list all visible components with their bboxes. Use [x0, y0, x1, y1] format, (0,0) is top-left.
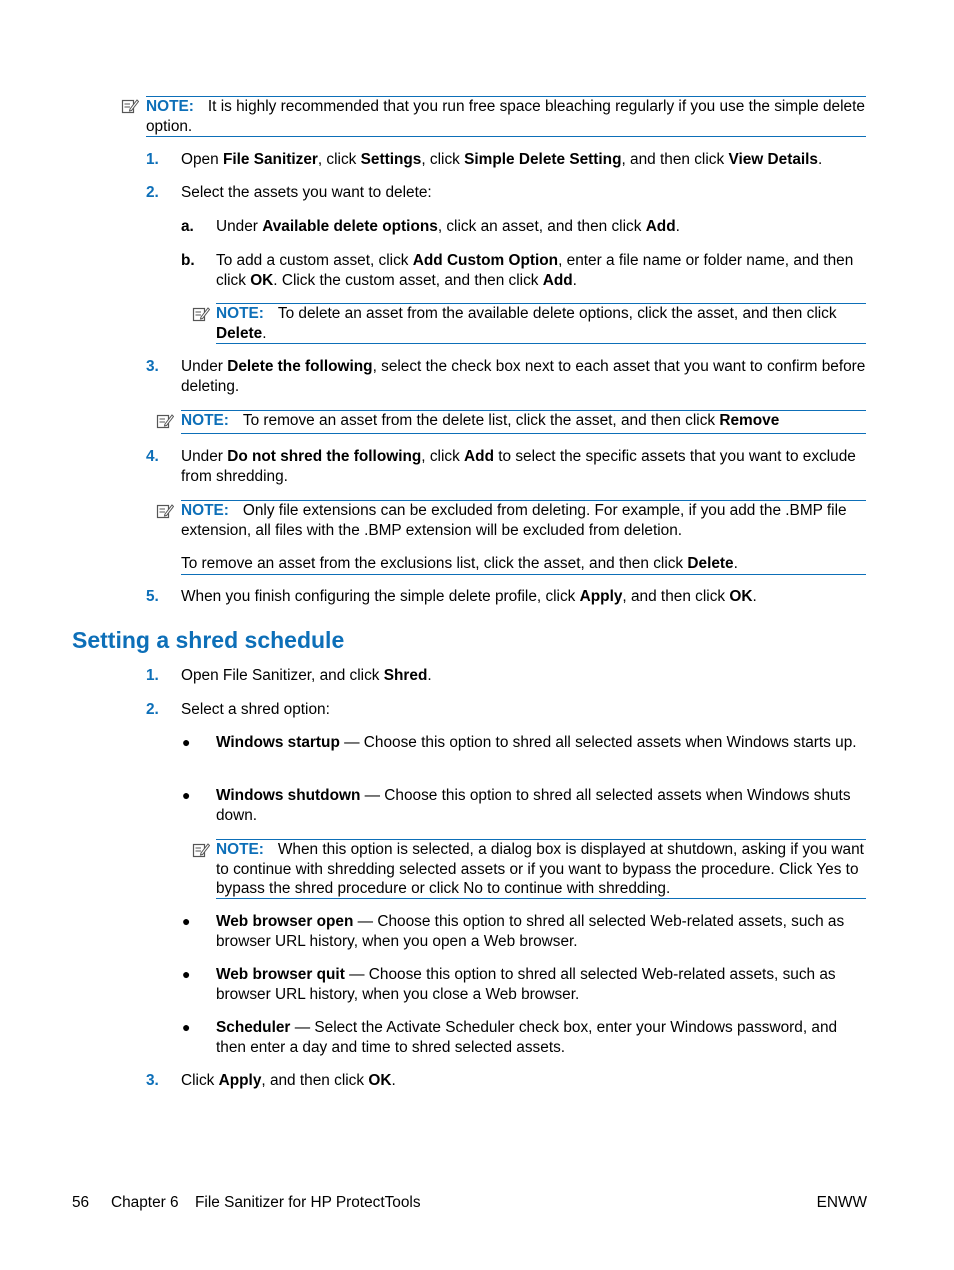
bullet-icon: ● [182, 1019, 191, 1035]
step-text: Under Do not shred the following, click Add to select the specific assets that you want to exclude from shredding. [181, 448, 856, 485]
substep-letter: b. [181, 252, 195, 269]
step-text: Open File Sanitizer, click Settings, click Simple Delete Setting, and then click View Details. [181, 151, 823, 168]
step-number: 2. [146, 184, 159, 201]
step-text: Select the assets you want to delete: [181, 184, 432, 201]
note-box: NOTE: To remove an asset from the delete list, click the asset, and then click Remove [181, 410, 866, 434]
bullet-text: Web browser quit — Choose this option to shred all selected Web-related assets, such as browser URL history, when you close a Web browser. [216, 966, 836, 1003]
bullet-icon: ● [182, 734, 191, 750]
step-text: Open File Sanitizer, and click Shred. [181, 667, 432, 684]
note-pencil-icon [156, 502, 174, 520]
step-number: 5. [146, 588, 159, 605]
note-label: NOTE: [216, 841, 264, 858]
step-text: When you finish configuring the simple delete profile, click Apply, and then click OK. [181, 588, 757, 605]
note-pencil-icon [192, 305, 210, 323]
note-pencil-icon [121, 97, 139, 115]
bullet-text: Windows startup — Choose this option to shred all selected assets when Windows starts up. [216, 734, 857, 751]
page-number: 56 [72, 1194, 90, 1211]
bullet-icon: ● [182, 966, 191, 982]
footer-chapter: Chapter 6 [111, 1194, 179, 1211]
step-number: 3. [146, 358, 159, 375]
bullet-icon: ● [182, 787, 191, 803]
substep-letter: a. [181, 218, 194, 235]
step-text: Click Apply, and then click OK. [181, 1072, 396, 1089]
note-pencil-icon [192, 841, 210, 859]
substep-text: Under Available delete options, click an asset, and then click Add. [216, 218, 680, 235]
footer-title: File Sanitizer for HP ProtectTools [195, 1194, 421, 1211]
note-text: It is highly recommended that you run free space bleaching regularly if you use the simple delete option. [146, 98, 865, 135]
section-heading: Setting a shred schedule [72, 627, 345, 653]
step-number: 1. [146, 667, 159, 684]
step-text: Select a shred option: [181, 701, 330, 718]
note-label: NOTE: [216, 305, 264, 322]
step-number: 2. [146, 701, 159, 718]
bullet-icon: ● [182, 913, 191, 929]
footer-code: ENWW [816, 1194, 867, 1211]
step-text: Under Delete the following, select the check box next to each asset that you want to confirm before deleting. [181, 358, 866, 395]
note-label: NOTE: [146, 98, 194, 115]
note-label: NOTE: [181, 412, 229, 429]
note-box: NOTE: To delete an asset from the available delete options, click the asset, and then click Delete. [216, 303, 866, 344]
step-number: 3. [146, 1072, 159, 1089]
note-box: NOTE: When this option is selected, a dialog box is displayed at shutdown, asking if you want to continue with shredding selected assets or if you want to bypass the procedure. Click Yes to bypass the shred procedure or click No to continue with shredding. [216, 839, 866, 899]
note-label: NOTE: [181, 502, 229, 519]
step-number: 4. [146, 448, 159, 465]
step-number: 1. [146, 151, 159, 168]
bullet-text: Scheduler — Select the Activate Scheduler check box, enter your Windows password, and then enter a day and time to shred selected assets. [216, 1019, 838, 1056]
substep-text: To add a custom asset, click Add Custom Option, enter a file name or folder name, and then click OK. Click the custom asset, and then click Add. [216, 252, 854, 289]
note-box: NOTE: Only file extensions can be excluded from deleting. For example, if you add the .BMP file extension, all files with the .BMP extension will be excluded from deletion. To remove an asset from the exclusions list, click the asset, and then click Delete. [181, 500, 866, 575]
bullet-text: Windows shutdown — Choose this option to shred all selected assets when Windows shuts down. [216, 787, 851, 824]
note-pencil-icon [156, 412, 174, 430]
bullet-text: Web browser open — Choose this option to shred all selected Web-related assets, such as browser URL history, when you open a Web browser. [216, 913, 845, 950]
note-box [146, 96, 866, 137]
